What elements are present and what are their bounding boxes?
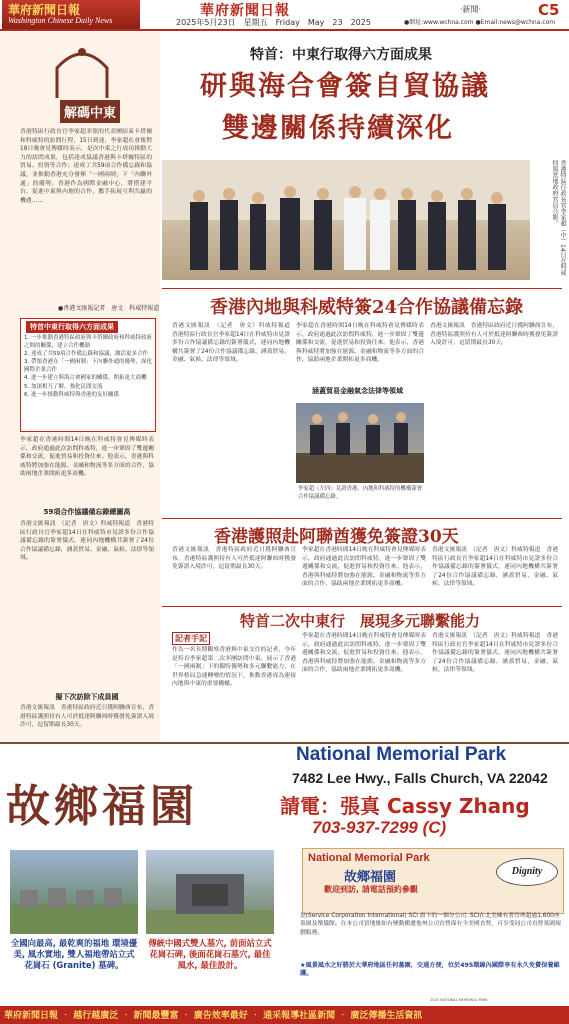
- headline-kicker: 特首：中東行取得六方面成果: [250, 47, 432, 63]
- masthead-date: 2025年5月23日 星期五 Friday May 23 2025: [176, 18, 371, 27]
- signing-photo-icon: [296, 403, 424, 483]
- ad-bottom-text: ★風景風水之好勝於大華府地區任何墓園，交通方便，位於495環線內國際享有永久免費保養維護。: [300, 962, 560, 978]
- photo-caption: 香港特區行政長官李家超（中）14日在科威特與當地政府官員合影。: [551, 160, 566, 276]
- left-body-text-3: 香港文匯報訊 香港特區政府近日獲阿聯酋宣布，香港特區護照持有人可於抵達阿聯酋時獲發免簽證入境許可，逗留期最長30天。: [20, 705, 154, 729]
- headline-main-2: 雙邊關係持續深化: [222, 113, 454, 144]
- dignity-logo: Dignity: [496, 858, 558, 886]
- summary-item: 2. 達成了共59項合作備忘錄和協議，激活更多合作: [24, 351, 148, 358]
- agreements-subhead: 涵蓋貿易金融氣念法律等領域: [312, 387, 403, 395]
- headline-agreements: 香港內地與科威特簽24合作協議備忘錄: [210, 297, 524, 318]
- notes-body-3: 香港文匯報訊 （記者 唐文）科威特報道 香港特區行政長官李家超14日在科威特市見證多份合作協議備忘錄的簽署儀式，連同內地機構共簽署了24份合作協議備忘錄，涵蓋貿易、金融、氣候、法律等領域。: [432, 633, 558, 674]
- headline-main-1: 研與海合會簽自貿協議: [200, 71, 490, 102]
- summary-item: 1. 一步推動香港特區政府與卡塔爾政府和科威特政府之間的關係，建立合作機制: [24, 335, 152, 350]
- gravestones-icon: [10, 850, 138, 934]
- section-divider: [162, 288, 562, 289]
- group-photo-icon: [162, 160, 530, 280]
- section-divider-2: [162, 518, 562, 519]
- monument-icon: [146, 850, 274, 934]
- visa-body-2: 李家超在香港時間14日晚在科威特會見傳媒時表示，政府通過此次訪問科威特，進一步鞏固了雙邊關係和交流，促進貿易和投資往來。他表示，香港與科威特將加強在能源、金融和物流等多方面的合作，協助兩地企業開拓更多商機。: [302, 547, 426, 588]
- delegation-photo[interactable]: [162, 160, 530, 280]
- summary-item: 3. 帶領香港在「一國兩制」下內聯外通的優勢，深化國際企業合作: [24, 359, 152, 374]
- masthead-website[interactable]: ●網址:www.wchna.com ●Email:news@wchna.com: [404, 19, 556, 26]
- ad-credit: 2025 NATIONAL MEMORIAL PARK: [430, 998, 488, 1002]
- signing-photo-caption: 李家超（左四）見證香港、內地和科威特的機構簽署合作協議備忘錄。: [298, 486, 422, 500]
- newspaper-logo[interactable]: [2, 0, 140, 30]
- ad-contact: 請電：張真 Cassy Zhang: [280, 794, 530, 818]
- left-body-text-2: 香港文匯報訊 （記者 唐文）科威特報道 香港特區行政長官李家超14日在科威特市見證多份合作協議備忘錄的簽署儀式，連同內地機構共簽署了24份合作協議備忘錄，涵蓋貿易、金融、氣候、法律等領域。: [20, 521, 154, 562]
- summary-box-title: 特首中東行取得六方面成果: [26, 321, 118, 333]
- ad-title-en: National Memorial Park: [296, 744, 507, 765]
- ad-phone[interactable]: 703-937-7299 (C): [312, 818, 447, 837]
- page-number: C5: [538, 1, 560, 19]
- left-subhead-2: 擬下次訪除下成員國: [55, 693, 119, 701]
- agreements-body-3: 香港文匯報訊 香港特區政府近日獲阿聯酋宣布，香港特區護照持有人可於抵達阿聯酋時獲發免簽證入境許可，逗留期最長30天。: [430, 323, 558, 347]
- ad-address: 7482 Lee Hwy., Falls Church, VA 22042: [292, 770, 548, 786]
- logo-en: Washington Chinese Daily News: [8, 16, 113, 25]
- sidebar-intro: 香港特區行政長官李家超率領的代表團結束卡塔爾和科威特的訪問行程，15日到達，李家超在會後對18日晚會見傳媒時表示，是次中東之行成功推動大力的訪問成果，包括達成協議香港與卡塔爾特區的貿易、投資等合作；達成了共59項合作備忘錄和協議，並推動香港充分發揮「一國兩制」下「內聯外通」的優勢。香港作為國際金融中心，將搭建平台，促進中東與內地的合作，攜手拓展互利共贏的機遇……: [20, 129, 152, 204]
- signing-photo[interactable]: [296, 403, 424, 483]
- logo-cn: 華府新聞日報: [8, 3, 81, 17]
- cemetery-photo-1: [10, 850, 138, 934]
- ad-caption-2: 傳統中國式雙人墓穴, 前面站立式花崗石碑, 後面花崗石墓穴, 最佳風水, 最佳設計。: [148, 938, 272, 970]
- cemetery-photo-2: [146, 850, 274, 934]
- visa-body-3: 香港文匯報訊 （記者 唐文）科威特報道 香港特區行政長官李家超14日在科威特市見證多份合作協議備忘錄的簽署儀式，連同內地機構共簽署了24份合作協議備忘錄，涵蓋貿易、金融、氣候、法律等領域。: [432, 547, 558, 588]
- summary-list: [24, 334, 152, 399]
- footer-slogan: 華府新聞日報 ‧ 越行越廣泛 ‧ 新聞最豐富 ‧ 廣告效率最好 ‧ 通采報導社區新聞 ‧ 廣泛傳播生活資訊: [4, 1011, 423, 1021]
- ad-visit-note: 歡迎到訪, 請電話預約參觀: [324, 885, 418, 894]
- left-body-text: 李家超在香港時間14日晚在科威特會見傳媒時表示，政府通過此次訪問科威特，進一步鞏固了雙邊關係和交流，促進貿易和投資往來。他表示，香港與科威特將加強在能源、金融和物流等多方面的合作，協助兩地企業開拓更多商機。: [20, 437, 154, 478]
- ad-box-title-en: National Memorial Park: [308, 852, 430, 864]
- summary-item: 6. 進一步推動科威特與香港的友好關係: [24, 391, 119, 398]
- masthead-title: 華府新聞日報: [200, 3, 290, 19]
- agreements-body-2: 李家超在香港時間14日晚在科威特會見傳媒時表示，政府通過此次訪問科威特，進一步鞏固了雙邊關係和交流，促進貿易和投資往來。他表示，香港與科威特將加強在能源、金融和物流等多方面的合作，協助兩地企業開拓更多商機。: [296, 323, 424, 364]
- ad-title-cn: 故鄉福園: [6, 781, 198, 832]
- notes-body-2: 李家超在香港時間14日晚在科威特會見傳媒時表示，政府通過此次訪問科威特，進一步鞏固了雙邊關係和交流，促進貿易和投資往來。他表示，香港與科威特將加強在能源、金融和物流等多方面的合作，協助兩地企業開拓更多商機。: [302, 633, 426, 674]
- masthead-divider: [0, 29, 569, 31]
- headline-visa: 香港護照赴阿聯酋獲免簽證30天: [214, 527, 459, 547]
- left-subhead-1: 59項合作協議備忘錄總圖高: [43, 508, 131, 516]
- ad-company-text: 是(Service Corporation International) SCI 旗下的一個分公司. SCI在北美擁有著管理超過1,600座墓園及殯儀館。在本公司買地後如有變動搬遷他州公司直營保有全美國直營，可享受同公司直營墓園規劃服務。: [300, 913, 561, 936]
- headline-multi-connections: 特首二次中東行 展現多元聯繫能力: [240, 612, 481, 630]
- agreements-body-1: 香港文匯報訊 （記者 唐文）科威特報道 香港特區行政長官李家超14日在科威特市見證多份合作協議備忘錄的簽署儀式，連同內地機構共簽署了24份合作協議備忘錄，涵蓋貿易、金融、氣候、法律等領域。: [172, 323, 296, 364]
- section-divider-3: [162, 606, 562, 607]
- reporter-notes-tag: 記者手記: [172, 632, 210, 645]
- notes-body-1: 作為一名長期觀察香港與中東交往的記者，今年是特首李家超第二次率團訪問中東，展示了香港「一國兩制」下的獨特優勢和多元聯繫能力，在世界格局急速轉變的情況下，推動香港成為連接內地與中東的重要橋樑。: [172, 647, 296, 688]
- summary-item: 4. 進一步建立與海合會國家的關係，開拓更大商機: [24, 375, 147, 382]
- sidebar-heading: 解碼中東: [60, 100, 120, 123]
- visa-body-1: 香港文匯報訊 香港特區政府近日獲阿聯酋宣布，香港特區護照持有人可於抵達阿聯酋時獲發免簽證入境許可，逗留期最長30天。: [172, 547, 296, 571]
- summary-item: 5. 加深相互了解，強化民間交流: [24, 383, 103, 390]
- ad-box-title-cn: 故鄉福園: [344, 870, 397, 885]
- arch-ornament-icon: [52, 40, 112, 100]
- section-label: ‧新聞‧: [460, 5, 482, 14]
- ad-caption-1: 全國向最高, 最乾爽的福地 環境優美, 風水實地, 雙人福地帶站立式花崗石 (Granite) 墓碑。: [10, 938, 138, 970]
- sidebar-author: ●香港文匯報記者 唐文 科威特報道: [58, 305, 160, 312]
